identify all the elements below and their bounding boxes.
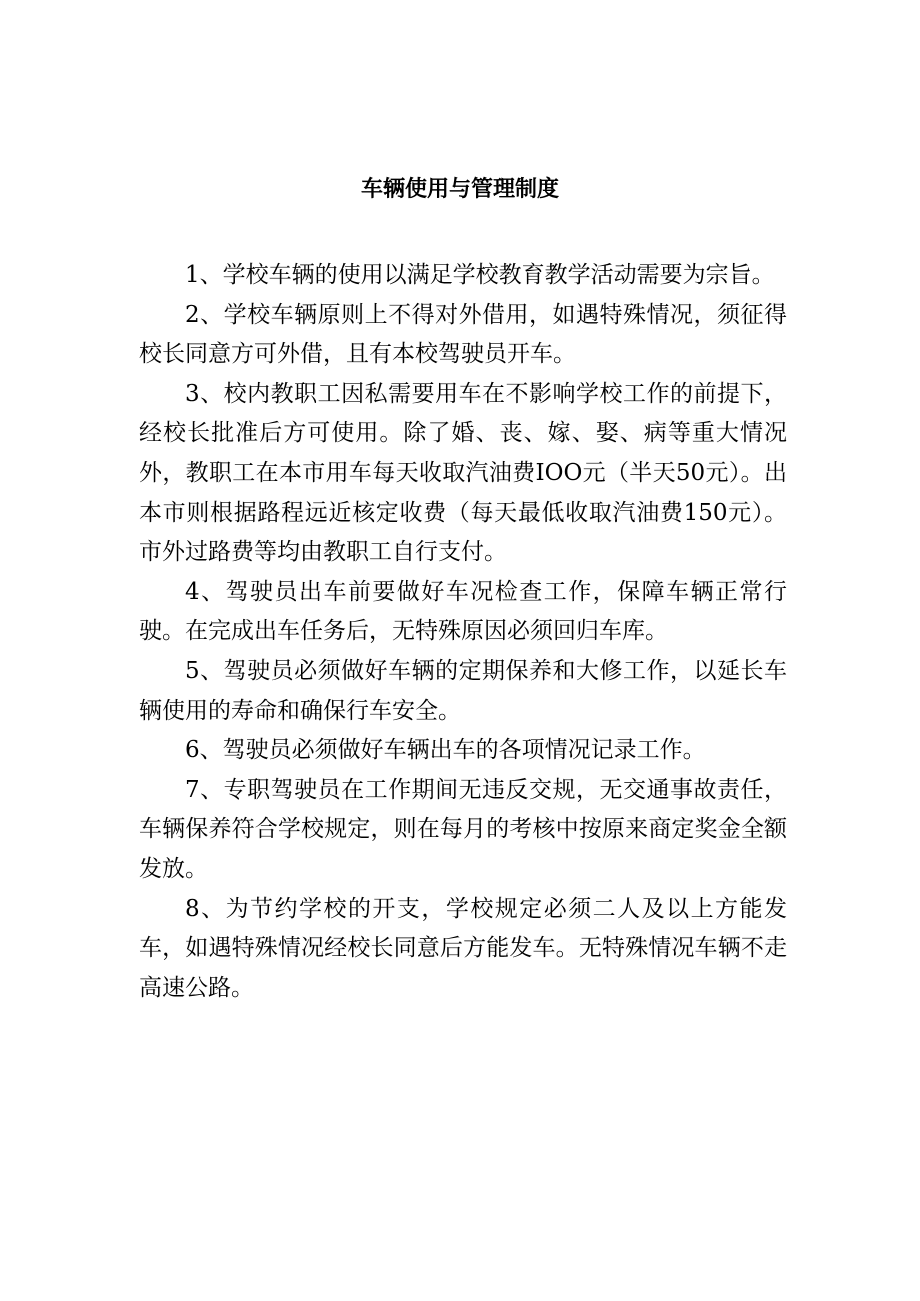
document-title: 车辆使用与管理制度	[360, 177, 559, 202]
rule-paragraph-3: 3、校内教职工因私需要用车在不影响学校工作的前提下，经校长批准后方可使用。除了婚、丧、嫁、娶、病等重大情况外，教职工在本市用车每天收取汽油费IOO元（半天50元）。出本市则根据路程远近核定收费（每天最低收取汽油费150元）。市外过路费等均由教职工自行支付。	[139, 380, 787, 566]
rule-paragraph-6: 6、驾驶员必须做好车辆出车的各项情况记录工作。	[185, 737, 706, 764]
rule-paragraph-4: 4、驾驶员出车前要做好车况检查工作，保障车辆正常行驶。在完成出车任务后，无特殊原因必须回归车库。	[139, 578, 787, 645]
rule-paragraph-5: 5、驾驶员必须做好车辆的定期保养和大修工作，以延长车辆使用的寿命和确保行车安全。	[139, 657, 787, 724]
rule-paragraph-7: 7、专职驾驶员在工作期间无违反交规，无交通事故责任，车辆保养符合学校规定，则在每月的考核中按原来商定奖金全额发放。	[139, 776, 787, 882]
document-body	[139, 256, 787, 1008]
rule-paragraph-1: 1、学校车辆的使用以满足学校教育教学活动需要为宗旨。	[185, 262, 775, 288]
rule-paragraph-8: 8、为节约学校的开支，学校规定必须二人及以上方能发车，如遇特殊情况经校长同意后方能发车。无特殊情况车辆不走高速公路。	[139, 895, 787, 1001]
rule-paragraph-2: 2、学校车辆原则上不得对外借用，如遇特殊情况，须征得校长同意方可外借，且有本校驾驶员开车。	[139, 301, 787, 368]
